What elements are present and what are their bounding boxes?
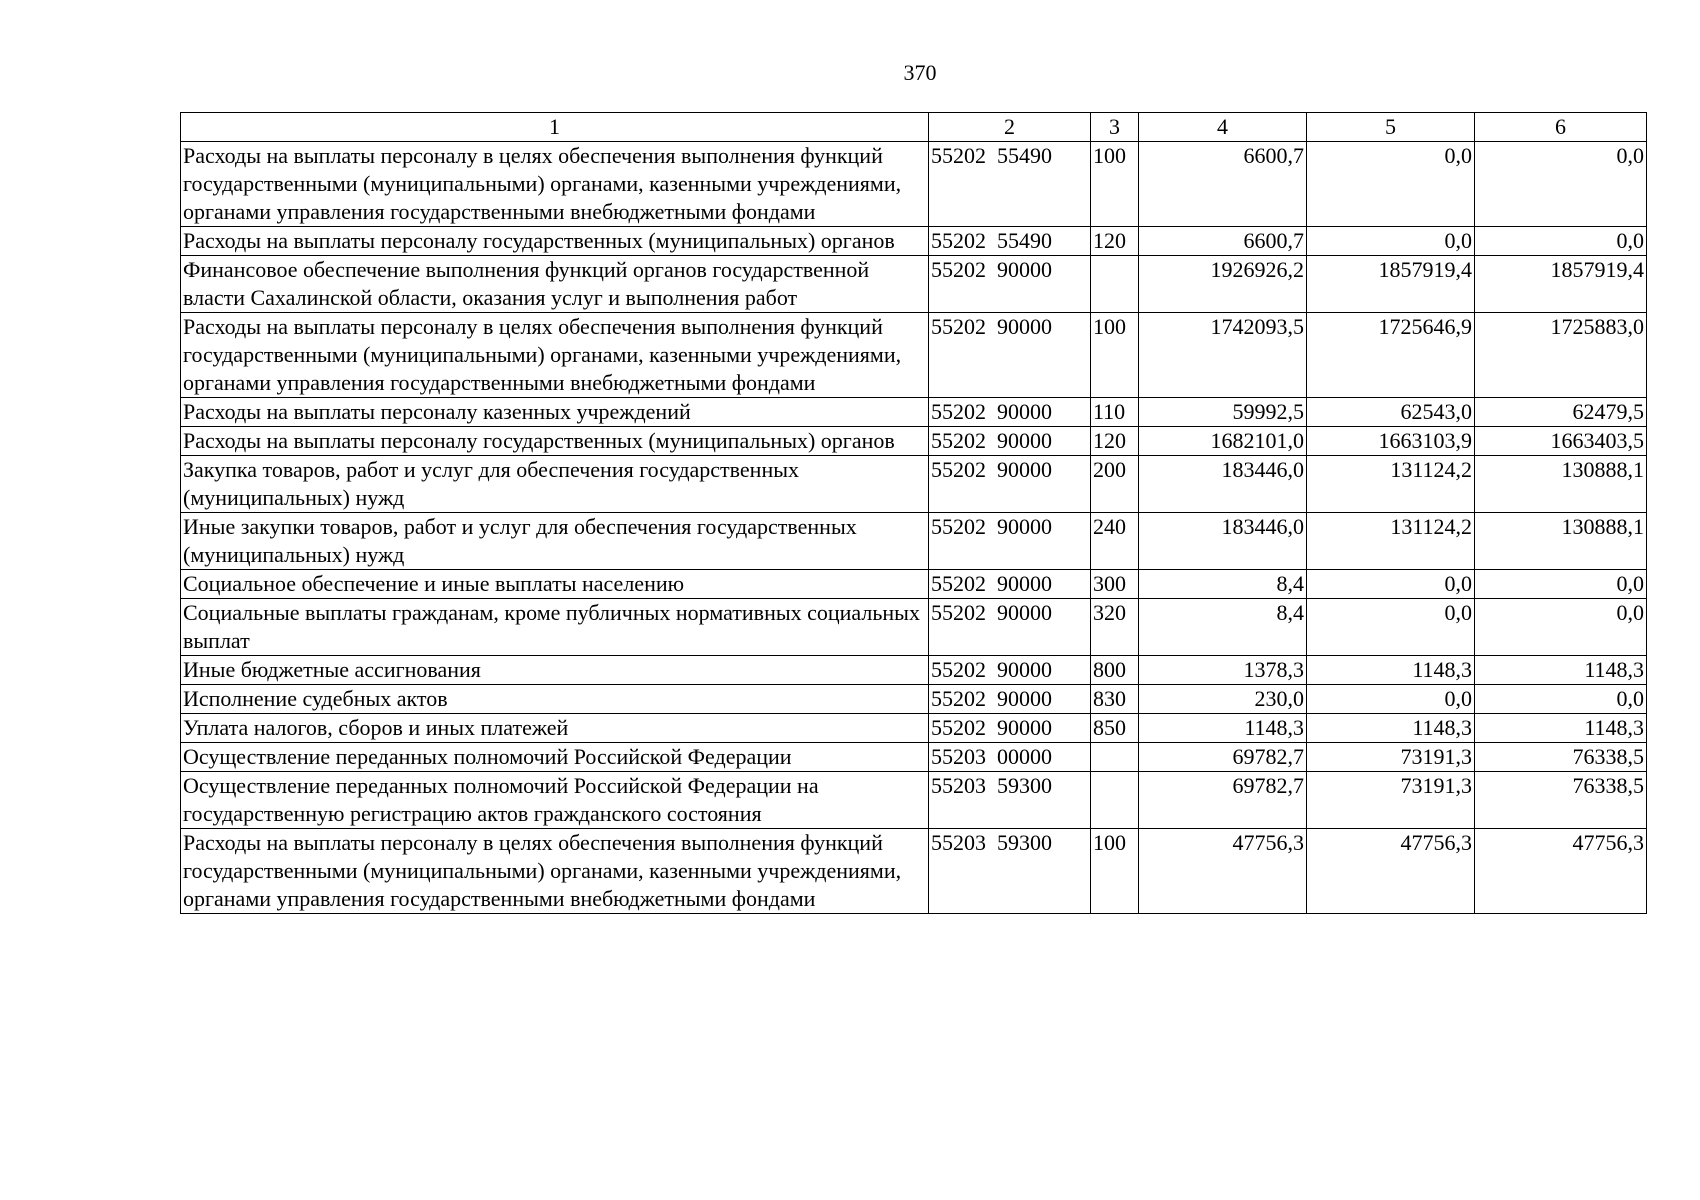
table-row — [181, 772, 1647, 829]
row-name: Уплата налогов, сборов и иных платежей — [181, 714, 929, 743]
table-row — [181, 398, 1647, 427]
expense-type-code: 110 — [1091, 398, 1139, 427]
expense-type-code: 800 — [1091, 656, 1139, 685]
amount-col5: 0,0 — [1307, 142, 1475, 227]
amount-col4: 1926926,2 — [1139, 256, 1307, 313]
amount-col4: 8,4 — [1139, 570, 1307, 599]
amount-col6: 76338,5 — [1475, 743, 1647, 772]
expense-type-code — [1091, 772, 1139, 829]
expense-type-code: 100 — [1091, 829, 1139, 914]
row-name: Финансовое обеспечение выполнения функций органов государственной власти Сахалинской области, оказания услуг и выполнения работ — [181, 256, 929, 313]
column-header: 4 — [1139, 113, 1307, 142]
row-name: Расходы на выплаты персоналу в целях обеспечения выполнения функций государственными (муниципальными) органами, казенными учреждениями, органами управления государственными внебюджетными фондами — [181, 142, 929, 227]
amount-col4: 59992,5 — [1139, 398, 1307, 427]
table-row — [181, 513, 1647, 570]
amount-col5: 1148,3 — [1307, 714, 1475, 743]
amount-col4: 6600,7 — [1139, 227, 1307, 256]
amount-col5: 62543,0 — [1307, 398, 1475, 427]
target-article-code: 55202 55490 — [929, 142, 1091, 227]
column-header: 2 — [929, 113, 1091, 142]
row-name: Расходы на выплаты персоналу в целях обеспечения выполнения функций государственными (муниципальными) органами, казенными учреждениями, органами управления государственными внебюджетными фондами — [181, 313, 929, 398]
amount-col6: 130888,1 — [1475, 513, 1647, 570]
amount-col5: 0,0 — [1307, 685, 1475, 714]
amount-col6: 0,0 — [1475, 570, 1647, 599]
row-name: Осуществление переданных полномочий Российской Федерации — [181, 743, 929, 772]
row-name: Осуществление переданных полномочий Российской Федерации на государственную регистрацию актов гражданского состояния — [181, 772, 929, 829]
amount-col6: 0,0 — [1475, 227, 1647, 256]
budget-table — [180, 112, 1647, 914]
table-row — [181, 743, 1647, 772]
expense-type-code — [1091, 256, 1139, 313]
target-article-code: 55203 59300 — [929, 829, 1091, 914]
amount-col5: 131124,2 — [1307, 513, 1475, 570]
row-name: Иные бюджетные ассигнования — [181, 656, 929, 685]
expense-type-code: 830 — [1091, 685, 1139, 714]
target-article-code: 55202 90000 — [929, 570, 1091, 599]
table-row — [181, 456, 1647, 513]
target-article-code: 55202 90000 — [929, 427, 1091, 456]
target-article-code: 55202 90000 — [929, 313, 1091, 398]
amount-col5: 47756,3 — [1307, 829, 1475, 914]
amount-col6: 62479,5 — [1475, 398, 1647, 427]
amount-col5: 73191,3 — [1307, 743, 1475, 772]
table-row — [181, 829, 1647, 914]
table-row — [181, 142, 1647, 227]
amount-col5: 0,0 — [1307, 570, 1475, 599]
amount-col4: 69782,7 — [1139, 772, 1307, 829]
amount-col5: 1725646,9 — [1307, 313, 1475, 398]
table-row — [181, 570, 1647, 599]
header-row — [181, 113, 1647, 142]
row-name: Расходы на выплаты персоналу казенных учреждений — [181, 398, 929, 427]
expense-type-code: 850 — [1091, 714, 1139, 743]
row-name: Расходы на выплаты персоналу государственных (муниципальных) органов — [181, 227, 929, 256]
target-article-code: 55202 55490 — [929, 227, 1091, 256]
table-row — [181, 427, 1647, 456]
target-article-code: 55202 90000 — [929, 256, 1091, 313]
expense-type-code: 200 — [1091, 456, 1139, 513]
table-row — [181, 685, 1647, 714]
expense-type-code: 300 — [1091, 570, 1139, 599]
amount-col4: 183446,0 — [1139, 513, 1307, 570]
column-header: 5 — [1307, 113, 1475, 142]
amount-col6: 0,0 — [1475, 685, 1647, 714]
row-name: Закупка товаров, работ и услуг для обеспечения государственных (муниципальных) нужд — [181, 456, 929, 513]
amount-col6: 0,0 — [1475, 599, 1647, 656]
amount-col5: 0,0 — [1307, 227, 1475, 256]
amount-col5: 73191,3 — [1307, 772, 1475, 829]
row-name: Иные закупки товаров, работ и услуг для обеспечения государственных (муниципальных) нужд — [181, 513, 929, 570]
row-name: Расходы на выплаты персоналу государственных (муниципальных) органов — [181, 427, 929, 456]
amount-col6: 130888,1 — [1475, 456, 1647, 513]
target-article-code: 55202 90000 — [929, 656, 1091, 685]
expense-type-code — [1091, 743, 1139, 772]
amount-col6: 76338,5 — [1475, 772, 1647, 829]
target-article-code: 55202 90000 — [929, 456, 1091, 513]
amount-col6: 1725883,0 — [1475, 313, 1647, 398]
amount-col5: 1148,3 — [1307, 656, 1475, 685]
table-row — [181, 599, 1647, 656]
amount-col6: 1663403,5 — [1475, 427, 1647, 456]
target-article-code: 55202 90000 — [929, 599, 1091, 656]
amount-col4: 1378,3 — [1139, 656, 1307, 685]
target-article-code: 55203 00000 — [929, 743, 1091, 772]
amount-col4: 47756,3 — [1139, 829, 1307, 914]
target-article-code: 55202 90000 — [929, 513, 1091, 570]
column-header: 3 — [1091, 113, 1139, 142]
table-row — [181, 256, 1647, 313]
target-article-code: 55202 90000 — [929, 398, 1091, 427]
amount-col6: 47756,3 — [1475, 829, 1647, 914]
row-name: Исполнение судебных актов — [181, 685, 929, 714]
table-row — [181, 227, 1647, 256]
row-name: Социальное обеспечение и иные выплаты населению — [181, 570, 929, 599]
amount-col4: 8,4 — [1139, 599, 1307, 656]
amount-col4: 1148,3 — [1139, 714, 1307, 743]
page-number: 370 — [903, 60, 937, 85]
amount-col4: 230,0 — [1139, 685, 1307, 714]
row-name: Расходы на выплаты персоналу в целях обеспечения выполнения функций государственными (муниципальными) органами, казенными учреждениями, органами управления государственными внебюджетными фондами — [181, 829, 929, 914]
row-name: Социальные выплаты гражданам, кроме публичных нормативных социальных выплат — [181, 599, 929, 656]
expense-type-code: 120 — [1091, 227, 1139, 256]
amount-col4: 6600,7 — [1139, 142, 1307, 227]
amount-col6: 1148,3 — [1475, 714, 1647, 743]
amount-col5: 1663103,9 — [1307, 427, 1475, 456]
expense-type-code: 100 — [1091, 313, 1139, 398]
column-header: 6 — [1475, 113, 1647, 142]
column-header: 1 — [181, 113, 929, 142]
amount-col6: 0,0 — [1475, 142, 1647, 227]
table-row — [181, 313, 1647, 398]
target-article-code: 55202 90000 — [929, 685, 1091, 714]
target-article-code: 55203 59300 — [929, 772, 1091, 829]
expense-type-code: 120 — [1091, 427, 1139, 456]
expense-type-code: 320 — [1091, 599, 1139, 656]
expense-type-code: 100 — [1091, 142, 1139, 227]
amount-col4: 1682101,0 — [1139, 427, 1307, 456]
table-row — [181, 714, 1647, 743]
table-row — [181, 656, 1647, 685]
amount-col5: 0,0 — [1307, 599, 1475, 656]
amount-col4: 1742093,5 — [1139, 313, 1307, 398]
amount-col5: 131124,2 — [1307, 456, 1475, 513]
amount-col6: 1857919,4 — [1475, 256, 1647, 313]
amount-col6: 1148,3 — [1475, 656, 1647, 685]
amount-col4: 183446,0 — [1139, 456, 1307, 513]
expense-type-code: 240 — [1091, 513, 1139, 570]
amount-col5: 1857919,4 — [1307, 256, 1475, 313]
target-article-code: 55202 90000 — [929, 714, 1091, 743]
amount-col4: 69782,7 — [1139, 743, 1307, 772]
